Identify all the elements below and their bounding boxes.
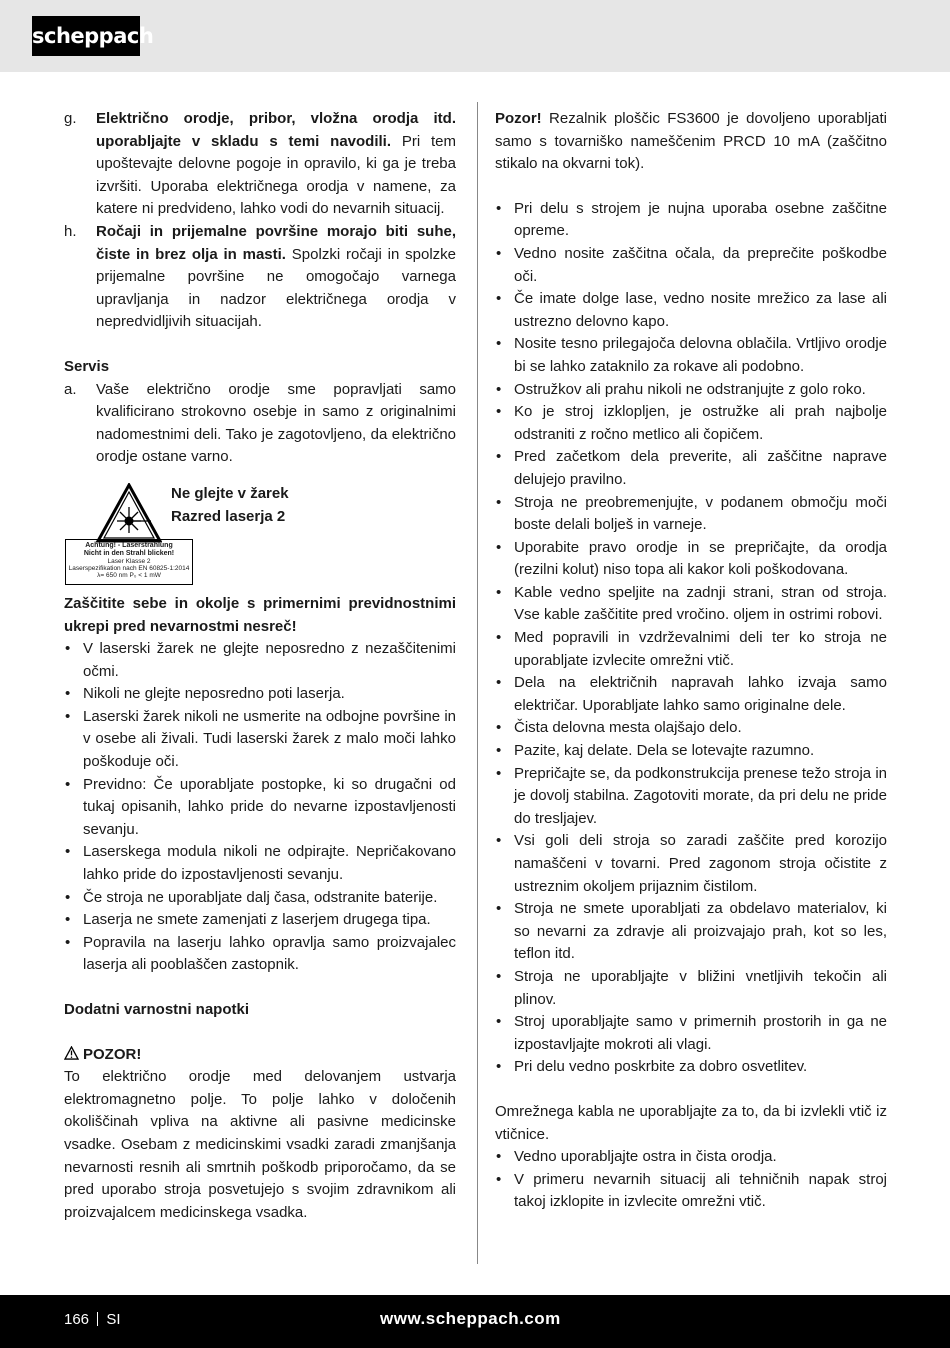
list-item — [495, 627, 887, 672]
instruction-a — [64, 379, 456, 469]
instruction-g-bold: Električno orodje, pribor, vložna orodja itd. uporabljajte v skladu s temi navodili. — [96, 110, 456, 150]
bullet-marker: • — [496, 832, 502, 850]
list-item — [495, 492, 887, 537]
list-item — [495, 582, 887, 627]
bullet-marker: • — [496, 764, 502, 782]
page-header — [0, 0, 950, 72]
instruction-a-text: Vaše električno orodje sme popravljati samo kvalificirano strokovno osebje in samo z originalnimi nadomestnimi deli. Tako je zagotovljeno, da električno orodje ostane varno. — [96, 380, 456, 466]
list-item-text: Med popravili in vzdrževalnimi deli ter ko stroja ne uporabljate izvlecite omrežni vtič. — [514, 629, 887, 669]
bullet-marker: • — [496, 1058, 502, 1076]
laser-label-line: Laser Klasse 2 — [107, 557, 151, 565]
item-marker: h. — [64, 222, 77, 240]
list-item-text: Pazite, kaj delate. Dela se lotevajte razumno. — [514, 742, 815, 760]
language-code: SI — [106, 1311, 121, 1328]
list-item — [495, 401, 887, 446]
list-item-text: Pri delu s strojem je nujna uporaba osebne zaščitne opreme. — [514, 199, 887, 240]
list-item — [495, 717, 887, 740]
prcd-note — [495, 108, 887, 176]
bullet-marker: • — [496, 967, 502, 985]
list-item-text: Kable vedno speljite na zadnji strani, stran od stroja. Vse kable zaščitite pred vročino. oljem in ostrimi robovi. — [514, 583, 887, 624]
servis-heading: Servis — [64, 357, 110, 375]
list-item — [495, 379, 887, 402]
bullet-marker: • — [65, 707, 71, 725]
list-item — [64, 841, 456, 886]
bullet-marker: • — [65, 933, 71, 951]
list-item — [495, 672, 887, 717]
laser-caption-line1: Ne glejte v žarek — [171, 484, 289, 502]
list-item-text: Vsi goli deli stroja so zaradi zaščite pred korozijo namaščeni v tovarni. Pred zagonom stroja očistite z ustreznim okoljem prijaznim čistilom. — [514, 832, 887, 895]
laser-warning-icon — [96, 483, 162, 543]
list-item-text: Nosite tesno prilegajoča delovna oblačila. Vrtljivo orodje bi se lahko zataknilo za rokave ali podobno. — [514, 335, 887, 375]
list-item — [495, 740, 887, 763]
bullet-marker: • — [496, 719, 502, 737]
bullet-marker: • — [496, 629, 502, 647]
list-item-text: Stroja ne uporabljajte v bližini vnetljivih tekočin ali plinov. — [514, 967, 887, 1008]
bullet-marker: • — [496, 448, 502, 466]
list-item — [495, 898, 887, 966]
list-item-text: Ko je stroj izklopljen, je ostružke ali prah najbolje odstraniti z ročno metlico ali čopičem. — [514, 403, 887, 443]
bullet-marker: • — [496, 742, 502, 760]
list-item — [495, 966, 887, 1011]
brand-logo: scheppach — [32, 16, 140, 56]
page-number — [64, 1311, 121, 1328]
cable-note: Omrežnega kabla ne uporabljajte za to, da bi izvlekli vtič iz vtičnice. — [495, 1102, 887, 1143]
list-item-text: Laserskega modula nikoli ne odpirajte. Nepričakovano lahko pride do izpostavljenosti sevanju. — [83, 843, 456, 884]
list-item — [495, 1011, 887, 1056]
list-item — [64, 774, 456, 842]
website-link: www.scheppach.com — [380, 1309, 561, 1328]
laser-label-line: Achtung! - Laserstrahlung — [85, 541, 173, 549]
list-item — [495, 1169, 887, 1214]
bullet-marker: • — [496, 244, 502, 262]
pozor-heading-text: POZOR! — [83, 1045, 142, 1063]
instruction-h-bold: Ročaji in prijemalne površine morajo biti suhe, čiste in brez olja in masti. — [96, 222, 456, 263]
list-item — [495, 763, 887, 831]
bullet-marker: • — [496, 380, 502, 398]
right-column — [495, 108, 887, 1214]
instruction-g-text: Pri tem upoštevajte delovne pogoje in opravilo, ki ga je treba izvršiti. Uporaba električnega orodja v namene, za katere ni predvideno, lahko vodi do nevarnih situacij. — [96, 132, 456, 218]
bullet-marker: • — [65, 775, 71, 793]
laser-caption — [171, 483, 289, 528]
protect-heading: Zaščitite sebe in okolje s primernimi previdnostnimi ukrepi pred nevarnostmi nesreč! — [64, 594, 456, 635]
column-divider — [477, 102, 478, 1264]
list-item-text: Dela na električnih napravah lahko izvaja samo električar. Uporabljate lahko samo originalne dele. — [514, 674, 887, 714]
list-item — [64, 909, 456, 932]
list-item — [495, 1056, 887, 1079]
bullet-marker: • — [496, 403, 502, 421]
bullet-marker: • — [496, 538, 502, 556]
list-item-text: Popravila na laserju lahko opravlja samo proizvajalec laserja ali pooblaščen zastopnik. — [83, 933, 456, 974]
pozor-label: Pozor! — [495, 110, 542, 127]
protect-list — [64, 638, 456, 977]
list-item — [64, 638, 456, 683]
list-item-text: Pri delu vedno poskrbite za dobro osvetlitev. — [514, 1058, 808, 1076]
left-column — [64, 108, 456, 1224]
laser-caption-line2: Razred laserja 2 — [171, 507, 286, 525]
list-item-text: Vedno nosite zaščitna očala, da preprečite poškodbe oči. — [514, 244, 887, 285]
bullet-marker: • — [496, 493, 502, 511]
cable-list — [495, 1146, 887, 1214]
instruction-h — [64, 221, 456, 334]
item-marker: a. — [64, 380, 77, 398]
bullet-marker: • — [496, 290, 502, 308]
list-item — [64, 887, 456, 910]
safety-list — [495, 198, 887, 1079]
list-item — [495, 830, 887, 898]
list-item-text: V primeru nevarnih situacij ali tehničnih napak stroj takoj izklopite in izvlecite omrežni vtič. — [514, 1170, 887, 1211]
laser-label — [65, 539, 193, 585]
additional-heading: Dodatni varnostni napotki — [64, 1001, 250, 1018]
page-number-value: 166 — [64, 1311, 90, 1328]
bullet-marker: • — [496, 335, 502, 353]
list-item — [495, 198, 887, 243]
list-item — [495, 446, 887, 491]
list-item-text: Vedno uporabljajte ostra in čista orodja. — [514, 1148, 777, 1166]
list-item — [64, 932, 456, 977]
bullet-marker: • — [65, 640, 71, 658]
bullet-marker: • — [65, 911, 71, 929]
bullet-marker: • — [65, 685, 71, 703]
list-item — [495, 333, 887, 378]
list-item-text: Če stroja ne uporabljate dalj časa, odstranite baterije. — [83, 888, 438, 906]
laser-warning — [64, 483, 456, 593]
list-item-text: Prepričajte se, da podkonstrukcija prenese težo stroja in je dovolj stabilna. Zagotoviti morate, da pri delu ne pride do tresljajev. — [514, 764, 887, 827]
bullet-marker: • — [496, 674, 502, 692]
bullet-marker: • — [65, 888, 71, 906]
list-item-text: V laserski žarek ne glejte neposredno z nezaščitenimi očmi. — [83, 640, 456, 680]
list-item-text: Ostružkov ali prahu nikoli ne odstranjujte z golo roko. — [514, 380, 866, 398]
laser-label-line: Nicht in den Strahl blicken! — [83, 549, 175, 557]
prcd-note-text: Rezalnik ploščic FS3600 je dovoljeno uporabljati samo s tovarniško nameščenim PRCD 10 mA (zaščitno stikalo na okvarni tok). — [495, 110, 887, 173]
list-item-text: Če imate dolge lase, vedno nosite mrežico za lase ali ustrezno delovno kapo. — [514, 290, 887, 330]
bullet-marker: • — [496, 1013, 502, 1031]
bullet-marker: • — [496, 199, 502, 217]
laser-label-line: Laserspezifikation nach EN 60825-1:2014 — [68, 564, 190, 572]
bullet-marker: • — [496, 1170, 502, 1188]
bullet-marker: • — [496, 900, 502, 918]
list-item-text: Previdno: Če uporabljate postopke, ki so drugačni od tukaj opisanih, lahko pride do nevarne izpostavljenosti sevanju. — [83, 775, 456, 838]
list-item — [495, 1146, 887, 1169]
list-item-text: Čista delovna mesta olajšajo delo. — [514, 719, 742, 737]
warning-icon — [64, 1046, 79, 1060]
list-item-text: Uporabite pravo orodje in se prepričajte, da orodja (rezilni kolut) niso topa ali kakor koli poškodovana. — [514, 538, 887, 579]
list-item-text: Stroja ne smete uporabljati za obdelavo materialov, ki so nevarni za zdravje ali proizvajajo prah, kot so les, teflon itd. — [514, 900, 887, 963]
item-marker: g. — [64, 110, 77, 127]
instruction-h-text: Spolzki ročaji in spolzke prijemalne površine ne omogočajo varnega upravljanja in nadzor električnega orodja v nepredvidljivih situacijah. — [96, 245, 456, 331]
bullet-marker: • — [65, 843, 71, 861]
list-item — [64, 683, 456, 706]
list-item-text: Nikoli ne glejte neposredno poti laserja. — [83, 685, 345, 703]
list-item-text: Laserski žarek nikoli ne usmerite na odbojne površine in v osebe ali živali. Tudi laserski žarek z malo moči lahko poškoduje oči. — [83, 707, 456, 771]
list-item — [495, 537, 887, 582]
page-footer — [0, 1295, 950, 1348]
list-item — [495, 243, 887, 288]
instruction-g — [64, 108, 456, 221]
list-item-text: Pred začetkom dela preverite, ali zaščitne naprave delujejo pravilno. — [514, 448, 887, 488]
list-item-text: Stroja ne preobremenjujte, v podanem območju moči boste delali bolješ in varneje. — [514, 493, 887, 534]
list-item — [495, 288, 887, 333]
bullet-marker: • — [496, 1148, 502, 1166]
laser-label-line: λ= 650 nm P₀ < 1 mW — [97, 571, 161, 579]
list-item — [64, 706, 456, 774]
list-item-text: Laserja ne smete zamenjati z laserjem drugega tipa. — [83, 911, 431, 929]
bullet-marker: • — [496, 583, 502, 601]
pozor-heading — [64, 1044, 456, 1067]
pozor-text: To električno orodje med delovanjem ustvarja elektromagnetno polje. To polje lahko v določenih okoliščinah vpliva na aktivne ali pasivne medicinske vsadke. Osebam z medicinskimi vsadki zaradi zmanjšanja nevarnosti resnih ali smrtnih poškodb priporočamo, da se pred uporabo stroja posvetujejo s svojim zdravnikom ali proizvajalcem medicinskega vsadka. — [64, 1068, 456, 1221]
list-item-text: Stroj uporabljajte samo v primernih prostorih in ga ne izpostavljajte mokroti ali vlagi. — [514, 1013, 887, 1053]
